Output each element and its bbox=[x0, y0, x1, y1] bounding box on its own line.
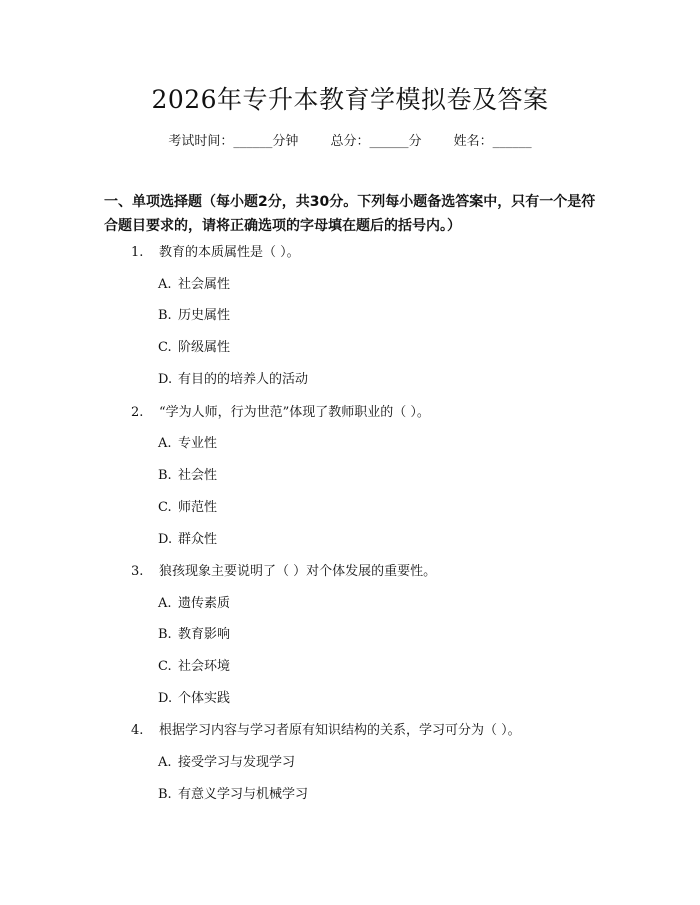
option-text: 社会属性 bbox=[178, 277, 231, 292]
option-letter: D. bbox=[158, 691, 173, 706]
option-3d bbox=[158, 689, 230, 709]
option-2d bbox=[158, 530, 217, 550]
option-4a bbox=[158, 753, 295, 773]
option-letter: D. bbox=[158, 532, 173, 547]
question-text: “学为人师，行为世范”体现了教师职业的（ ）。 bbox=[159, 405, 430, 420]
option-text: 教育影响 bbox=[178, 627, 231, 642]
option-letter: A. bbox=[158, 755, 172, 770]
option-text: 阶级属性 bbox=[178, 340, 231, 355]
option-2b bbox=[158, 466, 217, 486]
option-2c bbox=[158, 498, 217, 518]
document-title: 2026年专升本教育学模拟卷及答案 bbox=[151, 85, 549, 114]
option-text: 有意义学习与机械学习 bbox=[178, 787, 309, 802]
question-text: 狼孩现象主要说明了（ ）对个体发展的重要性。 bbox=[159, 564, 437, 579]
option-text: 师范性 bbox=[178, 500, 218, 515]
option-letter: C. bbox=[158, 500, 172, 515]
option-letter: B. bbox=[158, 787, 172, 802]
option-1b bbox=[158, 306, 230, 326]
option-letter: B. bbox=[158, 468, 172, 483]
option-text: 专业性 bbox=[178, 436, 218, 451]
option-letter: A. bbox=[158, 596, 172, 611]
option-text: 历史属性 bbox=[178, 308, 231, 323]
option-letter: D. bbox=[158, 372, 173, 387]
question-number: 2. bbox=[131, 405, 144, 420]
option-letter: B. bbox=[158, 627, 172, 642]
question-2 bbox=[131, 403, 430, 423]
option-3a bbox=[158, 594, 230, 614]
total-score: 总分：______分 bbox=[330, 134, 422, 149]
option-4b bbox=[158, 785, 308, 805]
option-letter: A. bbox=[158, 436, 172, 451]
option-text: 遗传素质 bbox=[178, 596, 231, 611]
option-1d bbox=[158, 370, 308, 390]
option-letter: A. bbox=[158, 277, 172, 292]
option-letter: C. bbox=[158, 659, 172, 674]
option-letter: C. bbox=[158, 340, 172, 355]
option-letter: B. bbox=[158, 308, 172, 323]
exam-info bbox=[0, 132, 700, 152]
option-2a bbox=[158, 434, 217, 454]
question-text: 根据学习内容与学习者原有知识结构的关系，学习可分为（ ）。 bbox=[159, 723, 521, 738]
option-3c bbox=[158, 657, 230, 677]
question-4 bbox=[131, 721, 521, 741]
question-text: 教育的本质属性是（ ）。 bbox=[159, 245, 300, 260]
question-number: 3. bbox=[131, 564, 144, 579]
option-text: 有目的的培养人的活动 bbox=[178, 372, 309, 387]
option-3b bbox=[158, 625, 230, 645]
option-text: 社会环境 bbox=[178, 659, 231, 674]
question-3 bbox=[131, 562, 436, 582]
exam-time: 考试时间：______分钟 bbox=[168, 134, 299, 149]
option-text: 群众性 bbox=[178, 532, 218, 547]
question-number: 4. bbox=[131, 723, 144, 738]
option-text: 个体实践 bbox=[178, 691, 231, 706]
student-name: 姓名：______ bbox=[453, 134, 532, 149]
option-text: 接受学习与发现学习 bbox=[178, 755, 296, 770]
question-1 bbox=[131, 243, 300, 263]
option-text: 社会性 bbox=[178, 468, 218, 483]
question-number: 1. bbox=[131, 245, 144, 260]
option-1c bbox=[158, 338, 230, 358]
section-header: 一、单项选择题（每小题2分，共30分。下列每小题备选答案中，只有一个是符合题目要求的，请将正确选项的字母填在题后的括号内。） bbox=[104, 194, 596, 234]
option-1a bbox=[158, 275, 230, 295]
